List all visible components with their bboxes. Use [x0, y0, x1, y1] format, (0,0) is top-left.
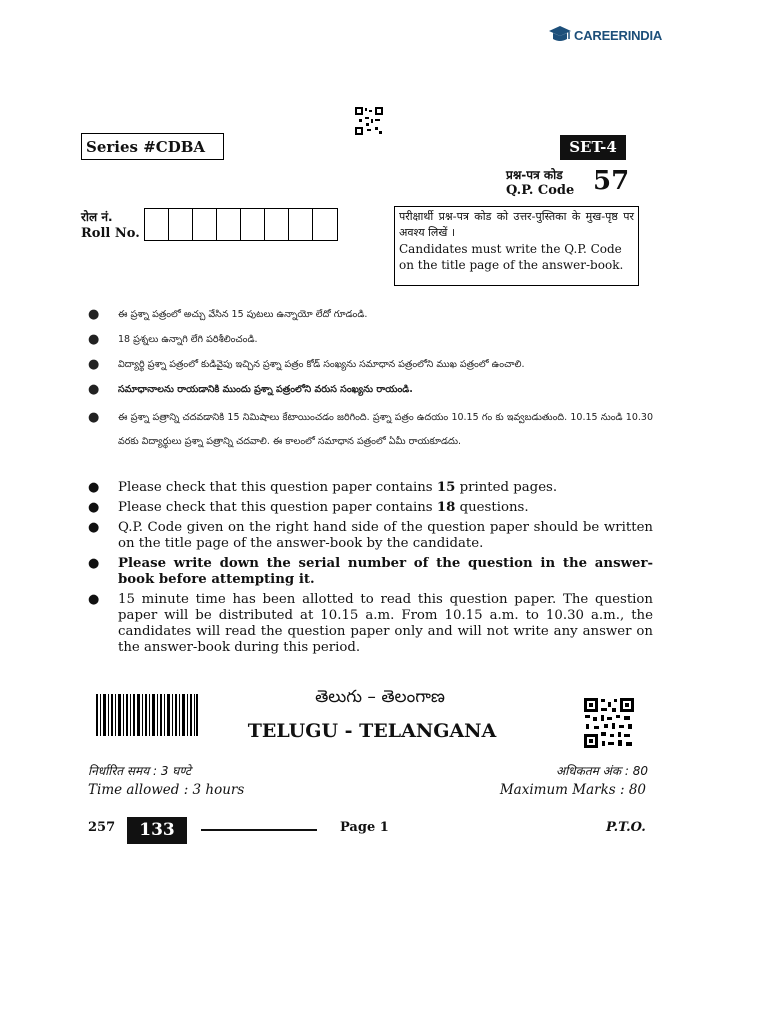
qp-code-label: Q.P. Code	[506, 183, 575, 198]
list-item: ● Please check that this question paper contains 18 questions.	[88, 500, 529, 515]
maximum-marks: Maximum Marks : 80	[499, 782, 646, 798]
qr-code-small-icon	[355, 107, 383, 135]
roll-digit-box[interactable]	[241, 209, 265, 240]
divider-line	[201, 829, 317, 831]
time-allowed-hindi: निर्धारित समय : 3 घण्टे	[88, 764, 192, 778]
bullet-icon: ●	[88, 520, 100, 535]
list-item: ● Please check that this question paper contains 15 printed pages.	[88, 480, 558, 495]
bullet-icon: ●	[88, 357, 100, 372]
qp-code-value: 57	[593, 166, 630, 196]
roll-digit-box[interactable]	[145, 209, 169, 240]
logo-text-career: CAREER	[574, 27, 628, 43]
list-item: ● సమాధానాలను రాయడానికి ముందు ప్రశ్నా పత్రంలోని వరుస సంఖ్యను రాయండి.	[88, 382, 413, 397]
paper-code: 257	[88, 820, 116, 835]
qr-code-icon	[584, 698, 634, 748]
maximum-marks-hindi: अधिकतम अंक : 80	[555, 764, 648, 778]
notice-hindi: परीक्षार्थी प्रश्न-पत्र कोड को उत्तर-पुस्तिका के मुख-पृष्ठ पर अवश्य लिखें ।	[399, 210, 634, 239]
graduation-cap-icon	[548, 24, 572, 46]
roll-digit-box[interactable]	[169, 209, 193, 240]
subject-title: TELUGU - TELANGANA	[247, 720, 497, 742]
careerindia-logo	[548, 22, 662, 48]
subject-title-telugu: తెలుగు – తెలంగాణ	[315, 687, 445, 707]
logo-text-india: INDIA	[627, 27, 663, 43]
bullet-icon: ●	[88, 480, 100, 495]
english-instructions	[88, 480, 653, 660]
barcode-icon	[96, 694, 198, 736]
telugu-instructions	[88, 306, 653, 454]
list-item: ● 15 minute time has been allotted to read this question paper. The question paper will be distributed at 10.15 a.m. From 10.15 a.m. to 10.30 a.m., the candidates will read the question paper only and will not write any answer on the answer-book during this period.	[88, 592, 653, 655]
roll-digit-box[interactable]	[265, 209, 289, 240]
list-item: ● Please write down the serial number of the question in the answer-book before attempting it.	[88, 556, 653, 587]
list-item: ● ఈ ప్రశ్నా పత్రాన్ని చదవడానికి 15 నిమిషాలు కేటాయించడం జరిగింది. ప్రశ్నా పత్రం ఉదయం 10.15 గం కు ఇవ్వబడుతుంది. 10.15 నుండి 10.30 వరకు విద్యార్థులు ప్రశ్నా పత్రాన్ని చదవాలి. ఈ కాలంలో సమాధాన పత్రంలో ఏమీ రాయకూడదు.	[88, 406, 653, 454]
roll-number-boxes[interactable]	[144, 208, 338, 241]
series-label: Series #CDBA	[81, 133, 224, 160]
list-item: ● ఈ ప్రశ్నా పత్రంలో అచ్చు వేసిన 15 పుటలు ఉన్నాయో లేదో గూడండి.	[88, 307, 368, 322]
roll-digit-box[interactable]	[313, 209, 337, 240]
pto-label: P.T.O.	[606, 820, 646, 835]
roll-digit-box[interactable]	[193, 209, 217, 240]
paper-number-badge: 133	[127, 817, 187, 844]
roll-digit-box[interactable]	[217, 209, 241, 240]
time-allowed: Time allowed : 3 hours	[88, 782, 245, 798]
set-badge: SET-4	[560, 135, 626, 160]
bullet-icon: ●	[88, 382, 100, 397]
bullet-icon: ●	[88, 556, 100, 571]
bullet-icon: ●	[88, 410, 100, 425]
qp-code-notice-box	[394, 206, 639, 286]
list-item: ● విద్యార్థి ప్రశ్నా పత్రంలో కుడివైపు ఇచ్చిన ప్రశ్నా పత్రం కోడ్ సంఖ్యను సమాధాన పత్రంలోని ముఖ పత్రంలో ఉంచాలి.	[88, 357, 525, 372]
bullet-icon: ●	[88, 307, 100, 322]
page-number: Page 1	[340, 820, 389, 835]
roll-label: Roll No.	[81, 226, 140, 241]
bullet-icon: ●	[88, 332, 100, 347]
roll-digit-box[interactable]	[289, 209, 313, 240]
list-item: ● 18 ప్రశ్నలు ఉన్నాగి లేగి పరిశీలించండి.	[88, 332, 258, 347]
list-item: ● Q.P. Code given on the right hand side of the question paper should be written on the title page of the answer-book by the candidate.	[88, 520, 653, 551]
notice-english: Candidates must write the Q.P. Code on the title page of the answer-book.	[399, 242, 624, 272]
bullet-icon: ●	[88, 592, 100, 607]
bullet-icon: ●	[88, 500, 100, 515]
roll-label-hindi: रोल नं.	[81, 210, 113, 224]
qp-code-label-hindi: प्रश्न-पत्र कोड	[506, 168, 563, 182]
